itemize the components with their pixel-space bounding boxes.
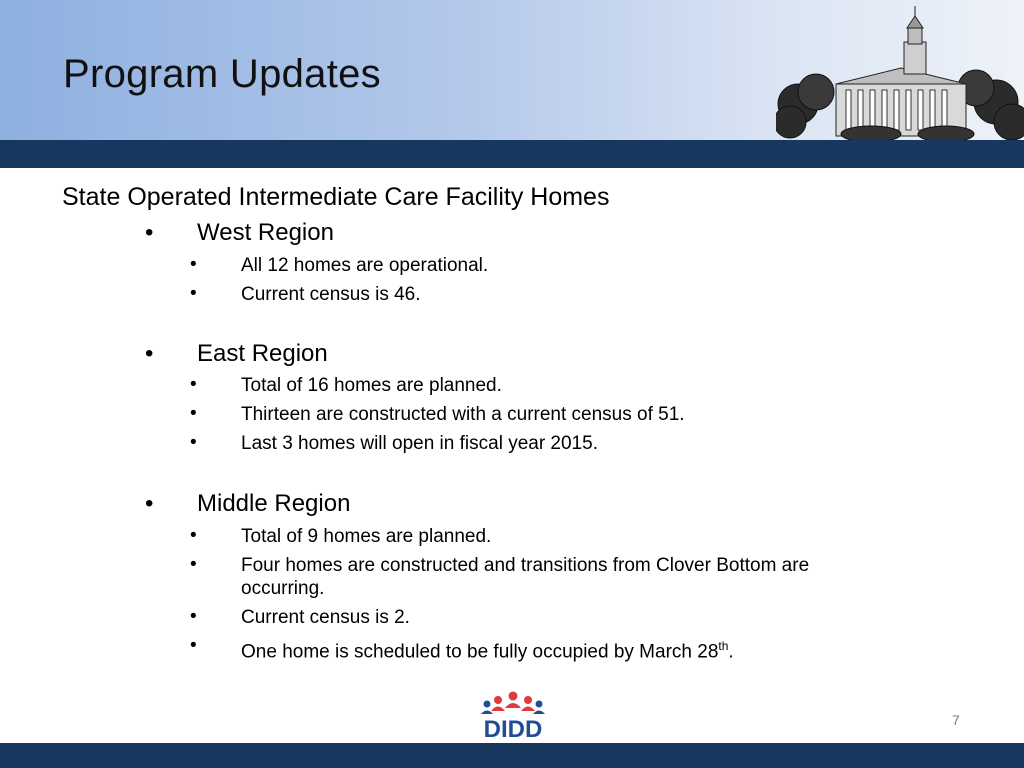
logo-people-icon bbox=[481, 692, 545, 715]
list-item-text: Current census is 46. bbox=[241, 284, 421, 305]
bullet: • bbox=[190, 635, 197, 656]
bullet: • bbox=[145, 219, 154, 246]
bullet: • bbox=[190, 374, 197, 395]
bullet: • bbox=[145, 490, 154, 517]
ordinal-superscript: th bbox=[718, 639, 729, 653]
list-item-text: Four homes are constructed and transitions from Clover Bottom are bbox=[241, 555, 810, 576]
list-item-text: Thirteen are constructed with a current census of 51. bbox=[241, 404, 685, 425]
trailing-period: . bbox=[728, 641, 734, 663]
list-item-text: One home is scheduled to be fully occupied by March 28 bbox=[241, 641, 719, 663]
region-label: Middle Region bbox=[197, 490, 351, 517]
list-item-text: Total of 9 homes are planned. bbox=[241, 526, 492, 547]
list-item-text: occurring. bbox=[241, 578, 325, 599]
bullet: • bbox=[190, 283, 197, 304]
slide-title: Program Updates bbox=[63, 52, 381, 96]
list-item-text: Current census is 2. bbox=[241, 607, 410, 628]
list-item-text: Last 3 homes will open in fiscal year 2015. bbox=[241, 433, 598, 454]
bullet: • bbox=[190, 432, 197, 453]
header-divider-band bbox=[0, 140, 1024, 168]
region-label: West Region bbox=[197, 219, 334, 246]
bullet: • bbox=[190, 525, 197, 546]
didd-logo bbox=[474, 690, 552, 742]
capitol-building-image bbox=[776, 4, 1024, 140]
bullet: • bbox=[190, 254, 197, 275]
page-number: 7 bbox=[952, 712, 960, 728]
bullet: • bbox=[190, 554, 197, 575]
bullet: • bbox=[190, 403, 197, 424]
slide-subtitle: State Operated Intermediate Care Facility Homes bbox=[62, 183, 610, 211]
footer-band bbox=[0, 743, 1024, 768]
list-item-text-wrapper bbox=[241, 635, 734, 663]
region-label: East Region bbox=[197, 340, 328, 367]
list-item-text: All 12 homes are operational. bbox=[241, 255, 489, 276]
bullet: • bbox=[190, 606, 197, 627]
list-item-text: Total of 16 homes are planned. bbox=[241, 375, 502, 396]
logo-text: DIDD bbox=[483, 716, 543, 742]
bullet: • bbox=[145, 340, 154, 367]
